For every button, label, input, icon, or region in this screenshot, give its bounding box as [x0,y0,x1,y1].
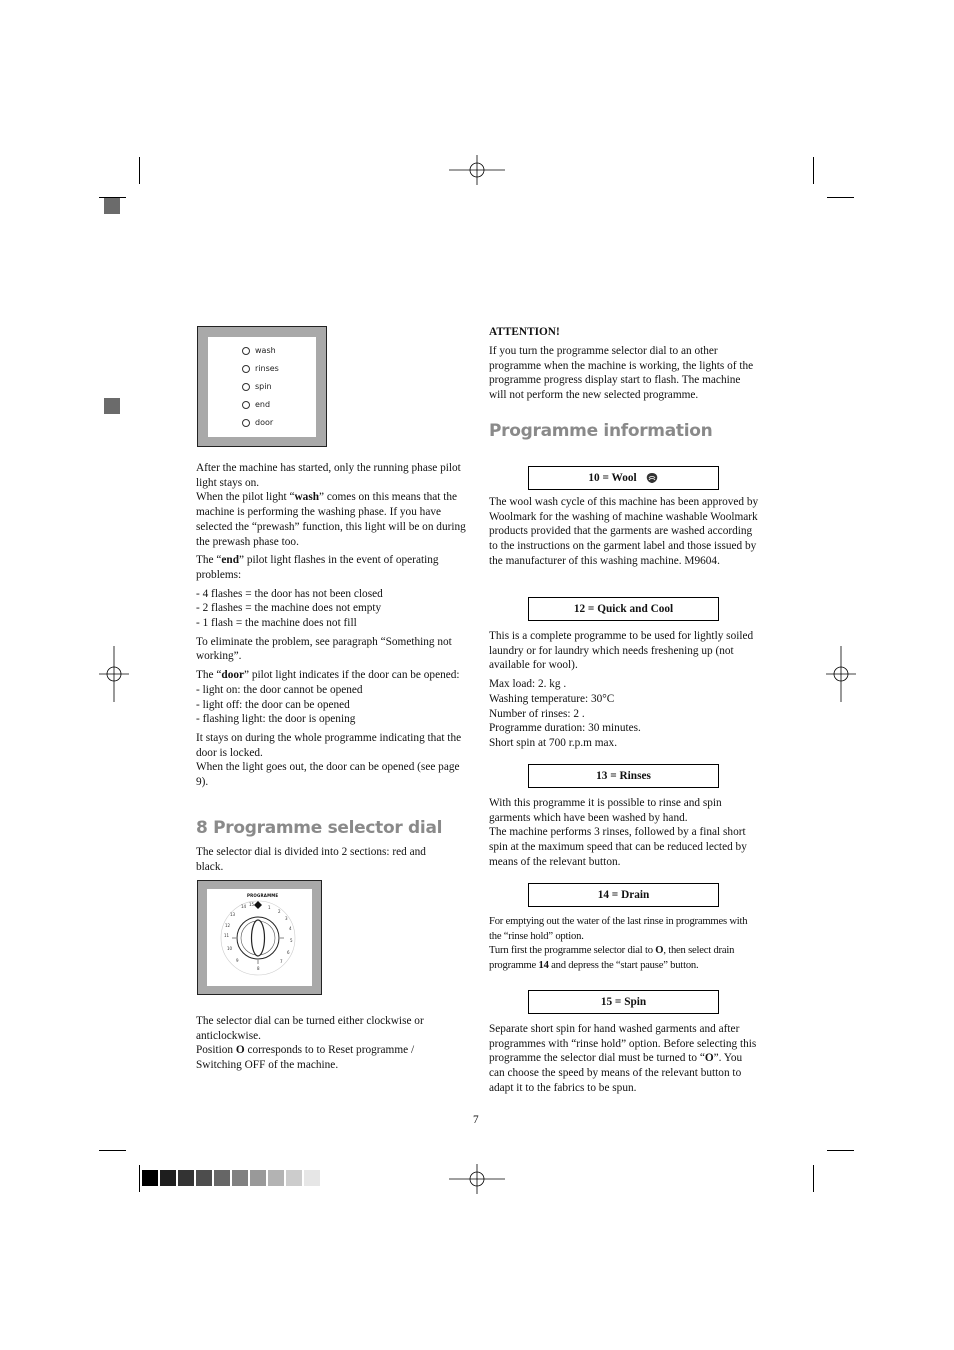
list-item: Number of rinses: 2 . [489,707,585,720]
crop-mark [813,157,814,184]
paragraph: Separate short spin for hand washed garments and after programmes with “rinse hold” option. Before selecting this programme the selector dial must be turned to “O”. You can choose the speed by means of the relevant button to adapt it to the fabrics to be spun. [489,1023,757,1094]
calibration-swatch [286,1170,302,1186]
paragraph: The selector dial is divided into 2 sections: red and black. [196,846,426,873]
calibration-swatch [232,1170,248,1186]
margin-marker [104,398,120,414]
section-heading: 8 Programme selector dial [196,818,443,838]
led-light-icon [242,419,250,427]
calibration-swatch [160,1170,176,1186]
margin-marker [104,198,120,214]
paragraph: When the pilot light “wash” comes on this means that the machine is performing the washing phase. If you have selected the “prewash” function, this light will be on during the prewash phase too. [196,491,466,548]
registration-target-icon [826,646,856,702]
svg-text:8: 8 [257,966,260,971]
spin-text [489,1022,757,1096]
svg-text:15: 15 [249,902,255,907]
attention-text: If you turn the programme selector dial to an other programme when the machine is working, the lights of the programme progress display start to flash. The machine will not perform the new selected programme. [489,345,754,402]
registration-target-icon [449,155,505,185]
list-item: Washing temperature: 30°C [489,692,615,705]
svg-text:6: 6 [287,950,290,955]
svg-text:4: 4 [289,926,292,931]
paragraph: To eliminate the problem, see paragraph “Something not working”. [196,635,452,663]
svg-text:7: 7 [280,959,283,964]
door-state-list [196,683,466,727]
programme-box-quick-cool: 12 = Quick and Cool [528,597,719,621]
paragraph: It stays on during the whole programme indicating that the door is locked. [196,731,462,759]
list-item: Programme duration: 30 minutes. [489,722,641,735]
list-item: - flashing light: the door is opening [196,713,356,726]
woolmark-icon [645,472,659,484]
led-light-icon [242,383,250,391]
svg-text:14: 14 [241,904,247,909]
led-end: end [242,400,270,409]
programme-dial-icon [218,898,298,978]
list-item: - 2 flashes = the machine does not empty [196,602,382,615]
led-light-icon [242,347,250,355]
paragraph: The selector dial can be turned either clockwise or anticlockwise. [196,1015,424,1042]
led-light-icon [242,365,250,373]
paragraph: With this programme it is possible to rinse and spin garments which have been washed by hand. [489,797,722,824]
programme-info-heading: Programme information [489,421,713,441]
registration-target-icon [99,646,129,702]
paragraph: For emptying out the water of the last rinse in programmes with the “rinse hold” option. [489,916,748,942]
dial-label: PROGRAMME [247,893,279,898]
paragraph: This is a complete programme to be used for lightly soiled laundry or for laundry which needs freshening up (not available for wool). [489,630,754,672]
list-item: - light on: the door cannot be opened [196,683,363,696]
paragraph: When the light goes out, the door can be opened (see page 9). [196,761,460,789]
calibration-swatch [250,1170,266,1186]
list-item: - 1 flash = the machine does not fill [196,617,357,630]
svg-text:12: 12 [225,923,231,928]
paragraph: Turn first the programme selector dial to O, then select drain programme 14 and depress the “start pause” button. [489,945,735,972]
svg-text:10: 10 [227,946,233,951]
paragraph: The “door” pilot light indicates if the door can be opened: [196,669,460,682]
crop-mark [139,157,140,184]
programme-box-drain: 14 = Drain [528,883,719,907]
programme-box-wool: 10 = Wool [528,466,719,490]
led-wash: wash [242,346,276,355]
crop-mark [99,1150,126,1151]
svg-text:11: 11 [224,933,230,938]
list-item: - light off: the door can be opened [196,698,350,711]
led-light-icon [242,401,250,409]
rinses-text [489,796,749,870]
left-column-text-bottom [196,1014,461,1073]
programme-box-rinses: 13 = Rinses [528,764,719,788]
svg-text:2: 2 [278,909,281,914]
svg-text:13: 13 [230,912,236,917]
led-rinses: rinses [242,364,279,373]
attention-title: ATTENTION! [489,326,560,338]
paragraph: After the machine has started, only the running phase pilot light stays on. [196,462,461,489]
crop-mark [813,1165,814,1192]
quick-cool-text [489,629,759,751]
calibration-swatch [142,1170,158,1186]
list-item: - 4 flashes = the door has not been closed [196,587,383,600]
list-item: Max load: 2. kg . [489,678,567,691]
led-spin: spin [242,382,272,391]
crop-mark [827,197,854,198]
led-door: door [242,418,273,427]
calibration-swatch [214,1170,230,1186]
calibration-swatch [178,1170,194,1186]
drain-text [489,915,755,974]
left-column-text [196,461,466,794]
svg-text:3: 3 [285,916,288,921]
paragraph: The machine performs 3 rinses, followed by a final short spin at the maximum speed that can be reduced lected by means of the relevant button. [489,826,747,868]
svg-text:9: 9 [236,958,239,963]
programme-box-spin: 15 = Spin [528,990,719,1014]
wool-text: The wool wash cycle of this machine has been approved by Woolmark for the washing of machine washable Woolmark products provided that the garments are washed according to the instructions on the garment label and those issued by the manufacturer of this washing machine. M9604. [489,496,759,567]
svg-text:5: 5 [290,938,293,943]
svg-text:1: 1 [268,905,271,910]
registration-target-icon [449,1164,505,1194]
paragraph: Position O corresponds to to Reset programme / Switching OFF of the machine. [196,1044,415,1072]
crop-mark [139,1165,140,1192]
calibration-swatch [268,1170,284,1186]
crop-mark [827,1150,854,1151]
calibration-swatch [196,1170,212,1186]
calibration-swatch [304,1170,320,1186]
paragraph: The “end” pilot light flashes in the event of operating problems: [196,554,439,581]
list-item: Short spin at 700 r.p.m max. [489,736,618,749]
page-number: 7 [473,1114,479,1126]
flash-list [196,587,466,631]
spec-list [489,677,759,751]
